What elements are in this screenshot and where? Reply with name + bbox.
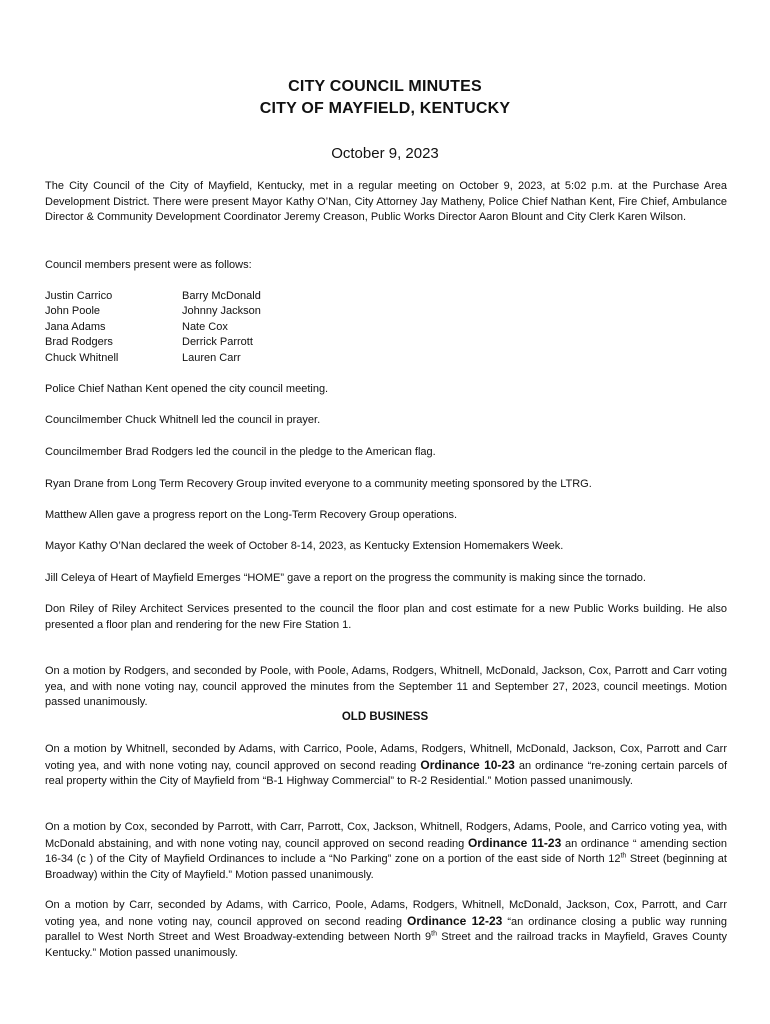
ordinance-12-name: Ordinance 12-23: [406, 913, 503, 928]
member-name: Jana Adams: [45, 320, 106, 333]
intro-paragraph: The City Council of the City of Mayfield, Kentucky, met in a regular meeting on October 9, 2023, at 5:02 p.m. at the Purchase Area Development District. There were present Mayor Kathy O’Nan, City Attorney Jay Matheny, Police Chief Nathan Kent, Fire Chief, Ambulance Director & Community Development Coordinator Jeremy Creason, Public Works Director Aaron Blount and City Clerk Karen Wilson.: [45, 180, 727, 224]
member-name: Lauren Carr: [182, 351, 241, 364]
ordinance-11-paragraph: On a motion by Cox, seconded by Parrott, with Carr, Parrott, Cox, Jackson, Whitnell, Rodgers, Adams, Poole, and Carrico voting yea, with McDonald abstaining, and with none voting nay, council approved on second reading Ordinance 11-23 an ordinance “ amending section 16-34 (c ) of the City of Mayfield Ordinances to include a “No Parking” zone on a portion of the east side of North 12th Street (beginning at Broadway) within the City of Mayfield.” Motion passed unanimously.: [45, 821, 727, 881]
member-name: Justin Carrico: [45, 290, 113, 302]
member-name: Brad Rodgers: [45, 336, 113, 349]
meeting-date: October 9, 2023: [331, 145, 439, 162]
ordinance-12-paragraph: On a motion by Carr, seconded by Adams, with Carrico, Poole, Adams, Rodgers, Whitnell, McDonald, Jackson, Cox, Parrott, and Carr voting yea, and none voting nay, council approved on second reading Ordinance 12-23 “an ordinance closing a public way running parallel to West North Street and West Broadway-extending between North 9th Street and the railroad tracks in Mayfield, Graves County Kentucky.” Motion passed unanimously.: [45, 899, 728, 959]
agenda-item: Councilmember Brad Rodgers led the council in the pledge to the American flag.: [45, 446, 436, 458]
members-left-column: [45, 289, 118, 366]
agenda-item: Ryan Drane from Long Term Recovery Group invited everyone to a community meeting sponsored by the LTRG.: [45, 478, 592, 490]
member-name: Johnny Jackson: [182, 305, 261, 318]
document-title: CITY COUNCIL MINUTES: [288, 78, 482, 95]
agenda-item: Jill Celeya of Heart of Mayfield Emerges “HOME” gave a report on the progress the community is making since the tornado.: [45, 572, 646, 584]
old-business-heading: OLD BUSINESS: [341, 711, 429, 723]
ordinance-10-name: Ordinance 10-23: [420, 757, 515, 772]
agenda-item: Matthew Allen gave a progress report on the Long-Term Recovery Group operations.: [45, 509, 458, 521]
ordinance-11-name: Ordinance 11-23: [467, 835, 562, 850]
minutes-motion-paragraph: On a motion by Rodgers, and seconded by Poole, with Poole, Adams, Rodgers, Whitnell, McDonald, Jackson, Cox, Parrott and Carr voting yea, and with none voting nay, council approved the minutes from the September 11 and September 27, 2023, council meetings. Motion passed unanimously.: [45, 665, 727, 709]
agenda-item: Police Chief Nathan Kent opened the city council meeting.: [45, 383, 329, 395]
document-subtitle: CITY OF MAYFIELD, KENTUCKY: [259, 100, 511, 117]
ordinance-10-paragraph: On a motion by Whitnell, seconded by Adams, with Carrico, Poole, Adams, Rodgers, Whitnell, McDonald, Jackson, Cox, Parrott and Carr voting yea, and with none voting nay, council approved on second reading Ordinance 10-23 an ordinance “re-zoning certain parcels of real property within the City of Mayfield from “B-1 Highway Commercial” to R-2 Residential.” Motion passed unanimously.: [45, 743, 728, 788]
member-name: Nate Cox: [182, 320, 228, 333]
member-name: Chuck Whitnell: [45, 351, 119, 364]
members-intro: Council members present were as follows:: [45, 259, 252, 271]
members-right-column: [182, 289, 261, 366]
agenda-item: Mayor Kathy O’Nan declared the week of October 8-14, 2023, as Kentucky Extension Homemakers Week.: [45, 540, 564, 552]
member-name: Derrick Parrott: [182, 336, 253, 349]
agenda-item: Councilmember Chuck Whitnell led the council in prayer.: [45, 414, 321, 426]
member-name: Barry McDonald: [182, 290, 261, 302]
agenda-item: Don Riley of Riley Architect Services presented to the council the floor plan and cost estimate for a new Public Works building. He also presented a floor plan and rendering for the new Fire Station 1.: [45, 603, 727, 631]
member-name: John Poole: [45, 305, 101, 318]
